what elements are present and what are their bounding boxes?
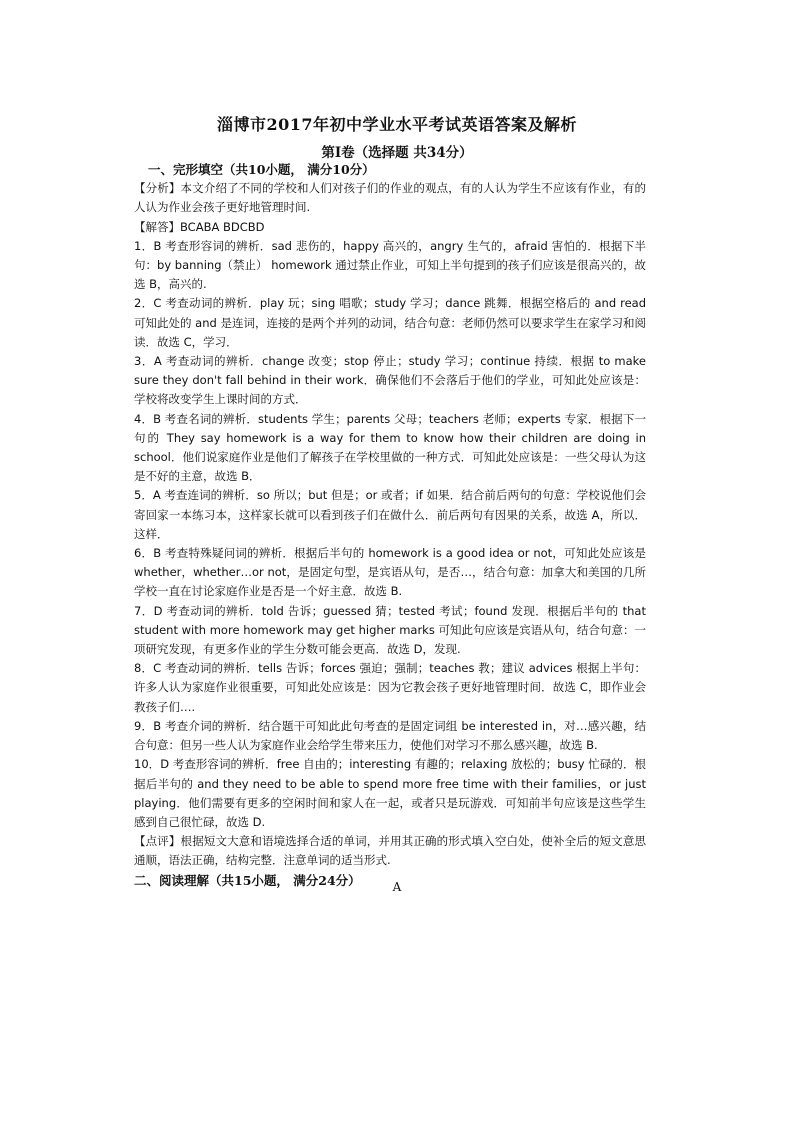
document-title: 淄博市2017年初中学业水平考试英语答案及解析 [216, 115, 578, 134]
explanation-item: 10．D 考查形容词的辨析．free 自由的；interesting 有趣的；relaxing 放松的；busy 忙碌的．根据后半句的 and they need to be able to spend more free time with their families，or just playing．他们需要有更多的空闲时间和家人在一起，或者只是玩游戏．可知前半句应该是这些学生感到自己很忙碌，故选 D. [134, 757, 646, 829]
analysis-paragraph: 【分析】本文介绍了不同的学校和人们对孩子们的作业的观点，有的人认为学生不应该有作业，有的人认为作业会孩子更好地管理时间. [134, 181, 646, 215]
explanation-item: 6．B 考查特殊疑问词的辨析．根据后半句的 homework is a good idea or not，可知此处应该是 whether，whether…or not，是固定句型，是宾语从句，是否…，结合句意：加拿大和美国的几所学校一直在讨论家庭作业是否是一个好主意．故选 B. [134, 546, 646, 599]
answer-key: 【解答】BCABA BDCBD [134, 219, 265, 234]
explanation-item: 8．C 考查动词的辨析．tells 告诉；forces 强迫；强制；teaches 教；建议 advices 根据上半句：许多人认为家庭作业很重要，可知此处应该是：因为它教会孩子更好地管理时间．故选 C，即作业会教孩子们…. [134, 661, 646, 714]
explanation-item: 9．B 考查介词的辨析．结合题干可知此此句考查的是固定词组 be interested in，对…感兴趣，结合句意：但另一些人认为家庭作业会给学生带来压力，使他们对学习不那么感兴趣，故选 B. [134, 718, 646, 753]
section-heading-reading: 二、阅读理解（共15小题， 满分24分） [134, 872, 361, 888]
part-title: 第I卷（选择题 共34分） [321, 145, 473, 161]
explanation-item: 3．A 考查动词的辨析．change 改变；stop 停止；study 学习；continue 持续．根据 to make sure they don't fall behind in their work．确保他们不会落后于他们的学业，可知此处应该是：学校将改变学生上课时间的方式． [134, 354, 646, 407]
section-heading-cloze: 一、完形填空（共10小题， 满分10分） [148, 162, 375, 177]
explanation-item: 7．D 考查动词的辨析．told 告诉；guessed 猜；tested 考试；found 发现．根据后半句的 that student with more homework may get higher marks 可知此句应该是宾语从句，结合句意：一项研究发现，有更多作业的学生分数可能会更高．故选 D，发现. [134, 603, 646, 657]
document-body [134, 160, 646, 890]
explanation-item: 5．A 考查连词的辨析．so 所以；but 但是；or 或者；if 如果．结合前后两句的句意：学校说他们会寄回家一本练习本，这样家长就可以看到孩子们在做什么．前后两句有因果的关系，故选 A，所以．这样． [134, 488, 646, 541]
passage-label: A [392, 880, 402, 894]
explanation-item: 4．B 考查名词的辨析．students 学生；parents 父母；teachers 老师；experts 专家．根据下一句的 They say homework is a way for them to know how their children are doing in school．他们说家庭作业是他们了解孩子在学校里做的一种方式．可知此处应该是：一些父母认为这是不好的主意，故选 B． [134, 411, 646, 484]
explanation-item: 2．C 考查动词的辨析．play 玩；sing 唱歌；study 学习；dance 跳舞．根据空格后的 and read 可知此处的 and 是连词，连接的是两个并列的动词，结合句意：老师仍然可以要求学生在家学习和阅读．故选 C，学习． [134, 296, 646, 349]
explanation-item: 1．B 考查形容词的辨析．sad 悲伤的，happy 高兴的，angry 生气的，afraid 害怕的．根据下半句：by banning（禁止） homework 通过禁止作业，可知上半句提到的孩子们应该是很高兴的，故选 B，高兴的. [134, 238, 646, 292]
comment-paragraph: 【点评】根据短文大意和语境选择合适的单词，并用其正确的形式填入空白处，使补全后的短文意思通顺，语法正确，结构完整．注意单词的适当形式. [134, 834, 646, 868]
